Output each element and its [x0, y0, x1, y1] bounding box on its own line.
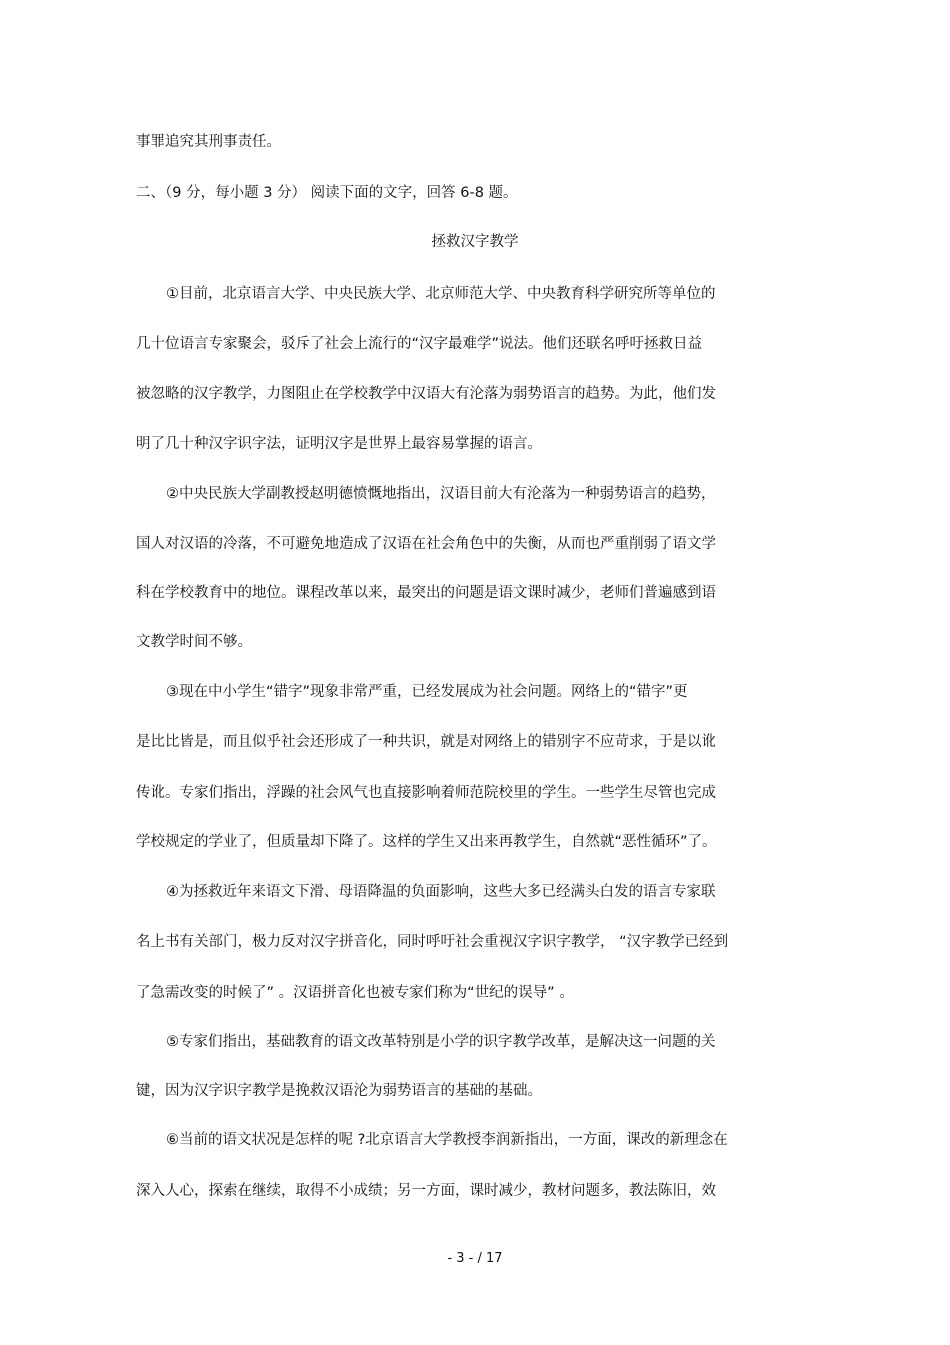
paragraph-line: 学校规定的学业了，但质量却下降了。这样的学生又出来再教学生，自然就“恶性循环”了。	[136, 834, 717, 850]
paragraph-line: 文教学时间不够。	[136, 634, 252, 650]
top-line: 事罪追究其刑事责任。	[136, 134, 281, 150]
section-header: 二、（9 分，每小题 3 分） 阅读下面的文字，回答 6-8 题。	[136, 185, 518, 201]
paragraph-line: 名上书有关部门，极力反对汉字拼音化，同时呼吁社会重视汉字识字教学， “汉字教学已经到	[136, 934, 729, 950]
paragraph-line: ①目前，北京语言大学、中央民族大学、北京师范大学、中央教育科学研究所等单位的	[166, 286, 716, 302]
paragraph-line: ④为拯救近年来语文下滑、母语降温的负面影响，这些大多已经满头白发的语言专家联	[166, 884, 716, 900]
paragraph-line: ②中央民族大学副教授赵明德愤慨地指出，汉语目前大有沦落为一种弱势语言的趋势，	[166, 486, 716, 502]
paragraph-line: 几十位语言专家聚会，驳斥了社会上流行的“汉字最难学”说法。他们还联名呼吁拯救日益	[136, 336, 703, 352]
paragraph-line: 传讹。专家们指出，浮躁的社会风气也直接影响着师范院校里的学生。一些学生尽管也完成	[136, 785, 716, 801]
paragraph-line: 深入人心，探索在继续，取得不小成绩；另一方面，课时减少，教材问题多，教法陈旧，效	[136, 1183, 716, 1199]
article-title: 拯救汉字教学	[431, 234, 519, 250]
page-number: - 3 - / 17	[447, 1251, 503, 1266]
paragraph-line: 了急需改变的时候了” 。汉语拼音化也被专家们称为“世纪的误导” 。	[136, 985, 574, 1001]
paragraph-line: ⑥当前的语文状况是怎样的呢 ?北京语言大学教授李润新指出，一方面，课改的新理念在	[166, 1132, 728, 1148]
paragraph-line: 键，因为汉字识字教学是挽救汉语沦为弱势语言的基础的基础。	[136, 1083, 542, 1099]
paragraph-line: 国人对汉语的冷落，不可避免地造成了汉语在社会角色中的失衡，从而也严重削弱了语文学	[136, 536, 716, 552]
paragraph-line: 科在学校教育中的地位。课程改革以来，最突出的问题是语文课时减少，老师们普遍感到语	[136, 585, 716, 601]
paragraph-line: ⑤专家们指出，基础教育的语文改革特别是小学的识字教学改革，是解决这一问题的关	[166, 1034, 716, 1050]
paragraph-line: 是比比皆是，而且似乎社会还形成了一种共识，就是对网络上的错别字不应苛求，于是以讹	[136, 734, 716, 750]
paragraph-line: 被忽略的汉字教学，力图阻止在学校教学中汉语大有沦落为弱势语言的趋势。为此，他们发	[136, 386, 716, 402]
paragraph-line: 明了几十种汉字识字法，证明汉字是世界上最容易掌握的语言。	[136, 436, 542, 452]
paragraph-line: ③现在中小学生“错字”现象非常严重，已经发展成为社会问题。网络上的“错字”更	[166, 684, 688, 700]
